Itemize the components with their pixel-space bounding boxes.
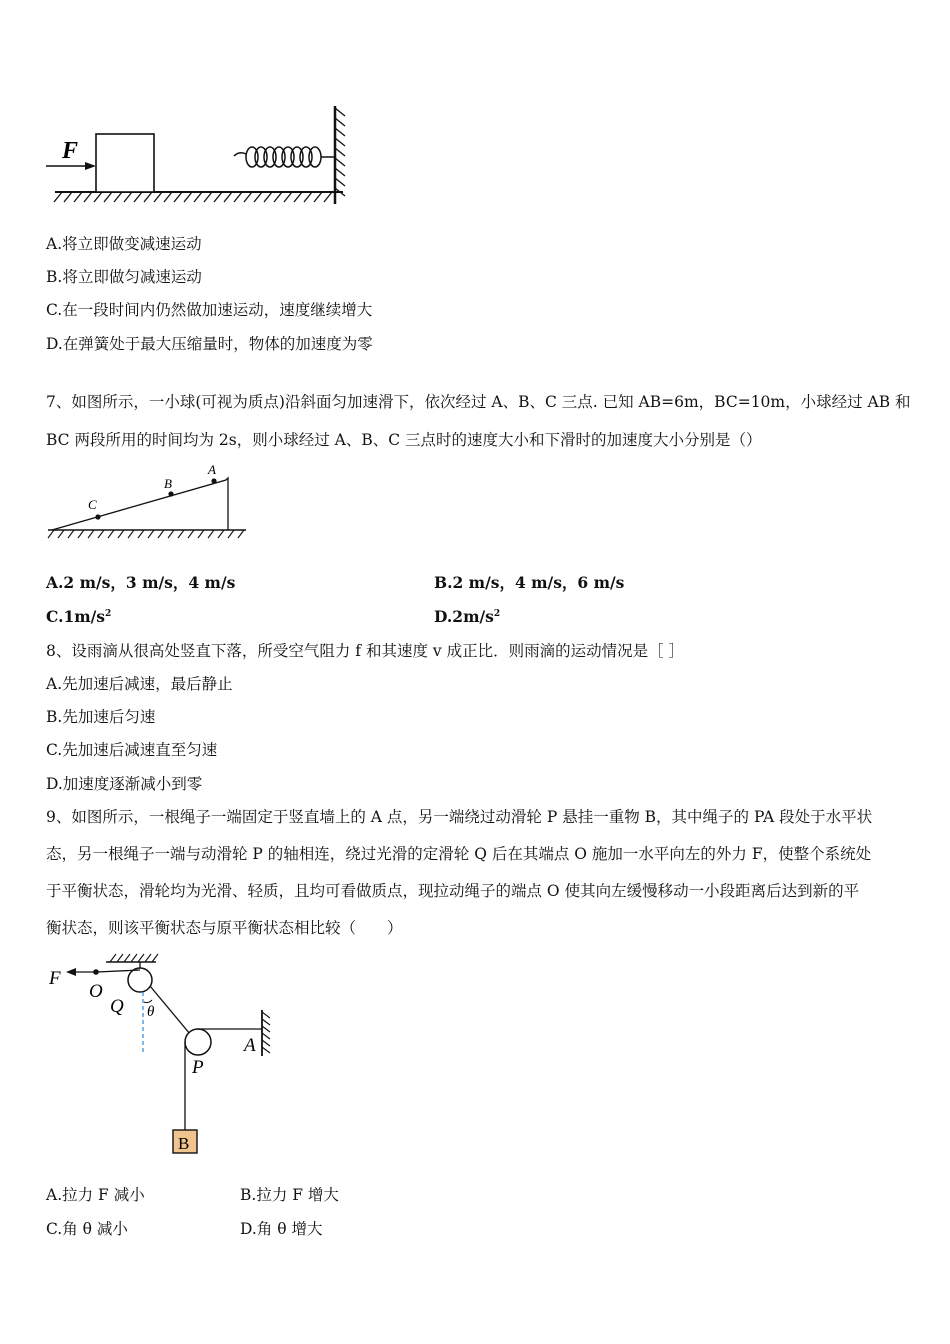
figure-incline <box>44 460 254 545</box>
force-f-label: F <box>49 968 61 989</box>
incline-surface <box>52 478 228 530</box>
q6-option-c: C.在一段时间内仍然做加速运动，速度继续增大 <box>46 301 373 319</box>
point-a-marker <box>211 478 216 483</box>
incline-hatching <box>48 530 244 538</box>
q9-stem-line2: 态，另一根绳子一端与动滑轮 P 的轴相连，绕过光滑的定滑轮 Q 后在其端点 O 施加一水平向左的外力 F，使整个系统处 <box>46 845 872 863</box>
figure-pulleys <box>40 950 290 1162</box>
q9-stem-line3: 于平衡状态，滑轮均为光滑、轻质，且均可看做质点，现拉动绳子的端点 O 使其向左缓慢移动一小段距离后达到新的平 <box>46 882 860 900</box>
q6-option-b: B.将立即做匀减速运动 <box>46 268 202 286</box>
wall-hatching <box>335 108 345 196</box>
q9-option-b: B.拉力 F 增大 <box>240 1186 339 1204</box>
pulley-p <box>185 1029 211 1055</box>
point-a-label: A <box>244 1035 256 1056</box>
q8-option-a: A.先加速后减速，最后静止 <box>46 675 233 693</box>
block <box>96 134 154 192</box>
angle-theta-label: θ <box>147 1004 155 1020</box>
q7-option-a: A.2 m/s，3 m/s，4 m/s <box>46 573 236 592</box>
q9-option-c: C.角 θ 减小 <box>46 1220 128 1238</box>
point-b-marker <box>168 491 173 496</box>
q6-option-d: D.在弹簧处于最大压缩量时，物体的加速度为零 <box>46 335 373 353</box>
q7-option-c: $C.1m/s^2$ <box>46 607 112 626</box>
q9-option-d: D.角 θ 增大 <box>240 1220 323 1238</box>
q7-stem-line2: BC 两段所用的时间均为 2s，则小球经过 A、B、C 三点时的速度大小和下滑时的加速度大小分别是（） <box>46 431 762 449</box>
ceiling-hatching <box>110 954 158 962</box>
point-o-label: O <box>89 981 103 1002</box>
q9-stem-line1: 9、如图所示，一根绳子一端固定于竖直墙上的 A 点，另一端绕过动滑轮 P 悬挂一重物 B，其中绳子的 PA 段处于水平状 <box>46 808 873 826</box>
point-c-label: C <box>88 497 97 512</box>
spring <box>234 147 335 167</box>
q8-stem: 8、设雨滴从很高处竖直下落，所受空气阻力 f 和其速度 v 成正比．则雨滴的运动情况是［ ］ <box>46 642 684 660</box>
point-p-label: P <box>192 1057 204 1078</box>
q8-option-b: B.先加速后匀速 <box>46 708 156 726</box>
q7-option-d: $D.2m/s^2$ <box>434 607 501 626</box>
q8-option-d: D.加速度逐渐减小到零 <box>46 775 203 793</box>
figure-block-spring <box>40 100 360 210</box>
point-b-label: B <box>164 476 172 491</box>
q6-option-a: A.将立即做变减速运动 <box>46 235 202 253</box>
force-label: F <box>62 138 79 164</box>
q7-option-b: B.2 m/s，4 m/s，6 m/s <box>434 573 625 592</box>
q8-option-c: C.先加速后减速直至匀速 <box>46 741 218 759</box>
q9-option-a: A.拉力 F 减小 <box>46 1186 145 1204</box>
weight-b-label: B <box>178 1134 190 1153</box>
point-o-marker <box>93 969 99 975</box>
pulley-q <box>128 968 152 992</box>
q7-stem-line1: 7、如图所示，一小球(可视为质点)沿斜面匀加速滑下，依次经过 A、B、C 三点. 已知 AB=6m，BC=10m，小球经过 AB 和 <box>46 393 911 411</box>
point-c-marker <box>95 514 100 519</box>
q9-stem-line4: 衡状态，则该平衡状态与原平衡状态相比较（ ） <box>46 919 403 937</box>
point-a-label: A <box>208 462 216 477</box>
point-q-label: Q <box>110 996 124 1017</box>
ground-hatching <box>54 192 332 202</box>
